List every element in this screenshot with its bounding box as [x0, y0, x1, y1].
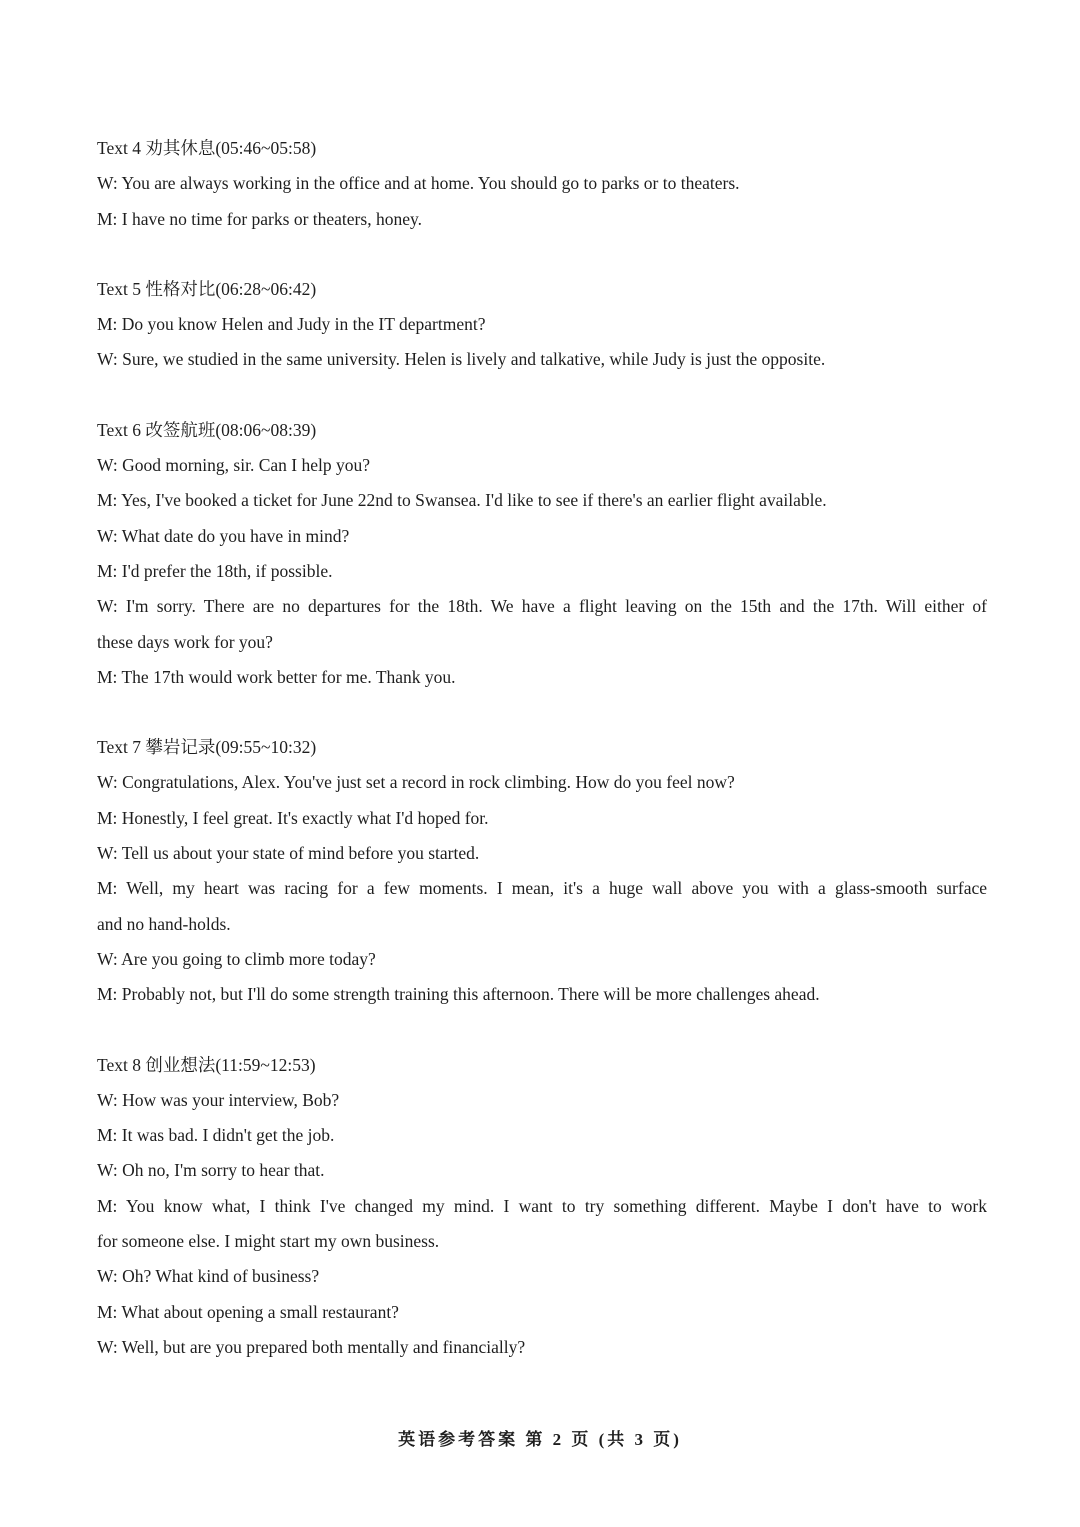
dialogue-line: for someone else. I might start my own business.	[97, 1231, 440, 1252]
dialogue-line: M: I'd prefer the 18th, if possible.	[97, 560, 333, 581]
dialogue-line: W: Good morning, sir. Can I help you?	[97, 455, 370, 476]
section-heading: Text 8 创业想法(11:59~12:53)	[97, 1054, 316, 1075]
dialogue-line: W: Oh? What kind of business?	[97, 1266, 320, 1287]
dialogue-line: W: How was your interview, Bob?	[97, 1089, 340, 1110]
transcript-section	[97, 272, 987, 378]
dialogue-line: W: Sure, we studied in the same university. Helen is lively and talkative, while Judy is just the opposite.	[97, 349, 826, 370]
dialogue-line: W: Congratulations, Alex. You've just set a record in rock climbing. How do you feel now?	[97, 772, 735, 793]
section-heading: Text 4 劝其休息(05:46~05:58)	[97, 138, 317, 158]
dialogue-line: M: I have no time for parks or theaters, honey.	[97, 208, 422, 229]
dialogue-line: M: It was bad. I didn't get the job.	[97, 1125, 335, 1146]
dialogue-line: W: Well, but are you prepared both mentally and financially?	[97, 1336, 526, 1357]
dialogue-line: and no hand-holds.	[97, 913, 231, 934]
dialogue-line: M: What about opening a small restaurant?	[97, 1301, 399, 1322]
dialogue-line: W: What date do you have in mind?	[97, 525, 350, 546]
page-footer: 英语参考答案 第 2 页 (共 3 页)	[398, 1430, 682, 1449]
section-heading: Text 6 改签航班(08:06~08:39)	[97, 419, 317, 440]
dialogue-line: M: Honestly, I feel great. It's exactly what I'd hoped for.	[97, 807, 489, 828]
dialogue-line: W: You are always working in the office and at home. You should go to parks or to theaters.	[97, 173, 740, 194]
transcript-content	[97, 131, 987, 1365]
dialogue-line: M: Yes, I've booked a ticket for June 22nd to Swansea. I'd like to see if there's an earlier flight available.	[97, 490, 827, 511]
dialogue-line: M: Do you know Helen and Judy in the IT department?	[97, 314, 486, 335]
transcript-section	[97, 131, 987, 237]
section-heading: Text 7 攀岩记录(09:55~10:32)	[97, 737, 317, 758]
dialogue-line: M: The 17th would work better for me. Thank you.	[97, 666, 456, 687]
transcript-section	[97, 1048, 987, 1366]
dialogue-line: W: Tell us about your state of mind before you started.	[97, 843, 480, 864]
transcript-section	[97, 730, 987, 1012]
dialogue-line: W: Are you going to climb more today?	[97, 948, 376, 969]
dialogue-line: W: I'm sorry. There are no departures for the 18th. We have a flight leaving on the 15th and the 17th. Will either of	[97, 596, 987, 617]
dialogue-line: M: Well, my heart was racing for a few moments. I mean, it's a huge wall above you with a glass-smooth surface	[97, 878, 987, 899]
section-heading: Text 5 性格对比(06:28~06:42)	[97, 278, 317, 299]
dialogue-line: M: You know what, I think I've changed my mind. I want to try something different. Maybe I don't have to work	[97, 1195, 987, 1216]
dialogue-line: these days work for you?	[97, 631, 273, 652]
dialogue-line: M: Probably not, but I'll do some strength training this afternoon. There will be more challenges ahead.	[97, 984, 820, 1005]
dialogue-line: W: Oh no, I'm sorry to hear that.	[97, 1160, 325, 1181]
transcript-section	[97, 413, 987, 695]
